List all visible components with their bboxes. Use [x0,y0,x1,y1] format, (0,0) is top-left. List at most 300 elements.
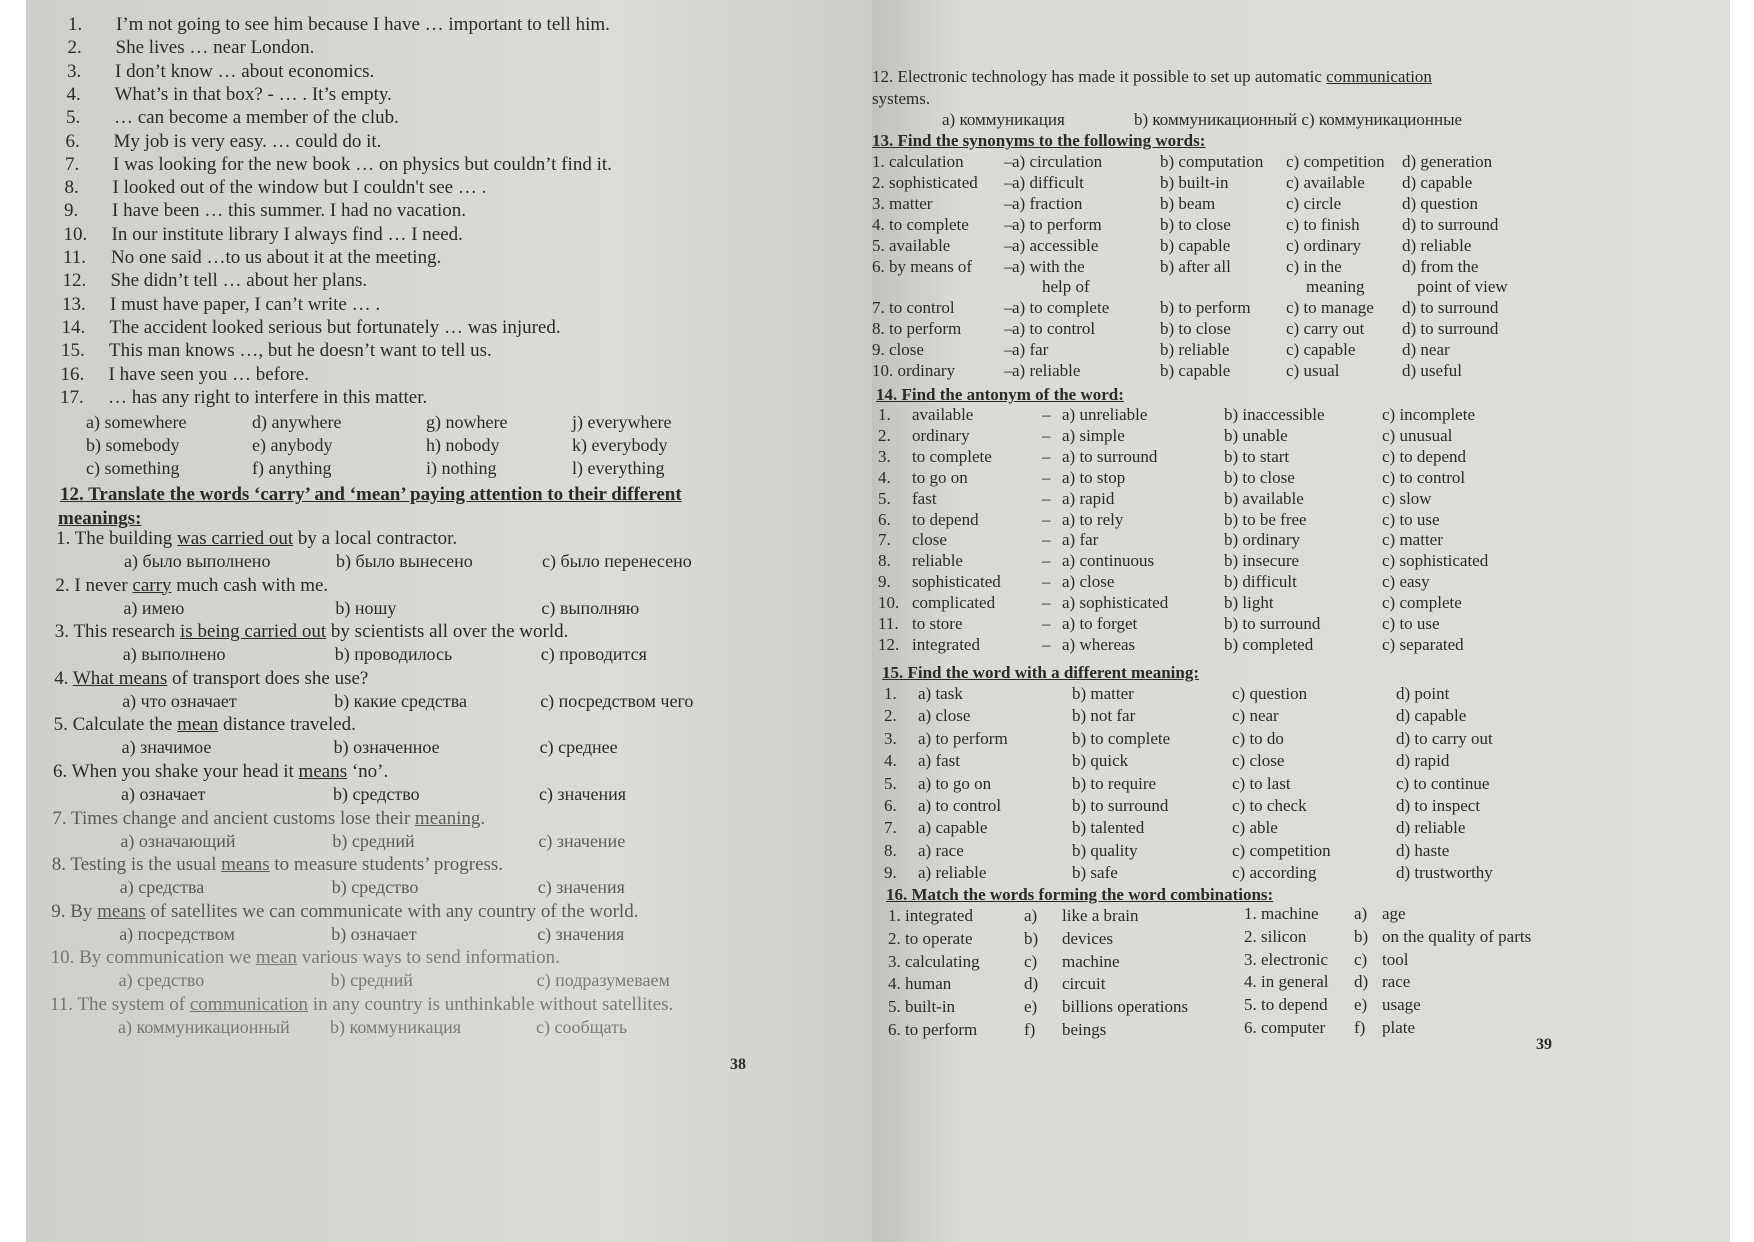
meaning-option-c: c) to last [1232,773,1291,793]
answer-option-b: b) означенное [333,737,440,758]
meaning-option-a: a) fast [918,751,961,771]
dash: – [1042,593,1051,613]
option-item: d) anywhere [252,412,342,432]
antonym-option-c: c) matter [1382,530,1443,550]
meaning-option-d: d) to carry out [1396,728,1493,748]
option-item: c) something [86,458,180,478]
antonym-number: 2. [878,425,891,445]
antonym-option-b: b) difficult [1224,572,1297,592]
synonym-word: 8. to perform [872,319,962,339]
antonym-number: 5. [878,488,891,508]
dash: – [1042,572,1051,592]
synonym-option-d: d) question [1402,193,1479,213]
meaning-option-a: a) close [918,706,971,726]
meaning-option-a: a) race [918,840,964,860]
sentence-text: 5. Calculate the [53,714,178,736]
meaning-option-b: b) talented [1072,818,1145,838]
match-word-left: 5. built-in [888,997,956,1017]
synonym-option-d: d) near [1402,340,1450,360]
meaning-option-c: c) able [1232,818,1278,838]
answer-option-c: c) подразумеваем [536,970,670,991]
sentence-number: 15. [61,340,85,362]
meaning-option-a: a) reliable [918,863,987,883]
sentence-number: 10. [63,223,88,245]
right-page [872,0,1730,1242]
sentence-text: The accident looked serious but fortunately … was injured. [109,316,561,338]
answer-option-a: a) что означает [122,690,237,711]
match-word-right: 1. machine [1244,904,1319,923]
meaning-option-c: c) to do [1232,728,1284,748]
key-word: What means [72,667,168,689]
answer-option-a: a) средство [118,970,205,991]
translate-sentence [53,761,388,783]
synonym-option-a: a) to complete [1012,298,1110,318]
synonym-option-c: c) carry out [1286,319,1365,339]
answer-option-b: b) средство [331,877,419,898]
sentence-text: I looked out of the window but I couldn't see … . [112,177,487,199]
synonym-option-a: a) reliable [1012,361,1081,380]
antonym-option-c: c) slow [1382,488,1432,508]
sentence-text: 8. Testing is the usual [51,854,222,876]
meaning-option-b: b) quick [1072,751,1129,771]
row-number: 4. [884,751,897,771]
synonym-option-c: c) to manage [1286,298,1374,318]
sentence-line [65,177,487,199]
synonym-option-b: b) to close [1160,319,1231,339]
exercise-16-heading: 16. Match the words forming the word combinations: [886,885,1274,904]
synonym-word: 6. by means of [872,256,973,276]
sentence-number: 14. [61,316,86,338]
answer-option-a: a) средства [119,877,205,898]
match-letter-right: f) [1354,1018,1366,1037]
sentence-text: This man knows …, but he doesn’t want to tell us. [109,340,492,362]
sentence-text: 4. [54,667,73,689]
antonym-option-a: a) far [1062,530,1099,550]
sentence-text: In our institute library I always find … I need. [111,223,463,245]
translate-sentence [54,668,368,690]
translate-sentence [52,854,503,876]
sentence-text: She didn’t tell … about her plans. [110,270,368,292]
match-letter-left: f) [1024,1020,1036,1039]
dash: – [1004,319,1013,339]
sentence-line [64,224,463,246]
sentence-text: of transport does she use? [167,667,369,689]
antonym-option-b: b) light [1224,593,1274,613]
match-phrase-left: like a brain [1062,906,1139,925]
antonym-option-a: a) sophisticated [1062,593,1169,613]
match-word-right: 2. silicon [1244,926,1307,946]
synonym-option-b: b) reliable [1160,340,1230,360]
sentence-text: much cash with me. [171,574,329,596]
antonym-option-c: c) to control [1382,467,1466,487]
exercise-12-heading: 12. Translate the words ‘carry’ and ‘mean’ paying attention to their different [60,484,682,505]
sentence-text: I must have paper, I can’t write … . [110,293,381,315]
meaning-option-c: c) according [1232,863,1317,883]
antonym-number: 11. [878,614,899,633]
antonym-option-c: c) complete [1382,593,1462,613]
page-number: 38 [730,1056,746,1073]
meaning-option-d: d) capable [1396,706,1467,726]
answer-option-a: a) означает [121,784,206,804]
answer-option-a: a) посредством [119,923,235,944]
sentence-text: 1. The building [56,528,178,549]
sentence-number: 4. [66,83,81,105]
antonym-option-a: a) to forget [1062,614,1138,633]
option-item: g) nowhere [426,412,508,432]
antonym-word: close [912,530,947,550]
sentence-line [68,37,315,59]
synonym-option-c: c) ordinary [1286,235,1362,255]
exercise-13-heading: 13. Find the synonyms to the following words: [872,131,1206,150]
sentence-line [63,247,441,269]
synonym-option-d: d) capable [1402,172,1473,192]
synonym-option-c: c) competition [1286,152,1385,171]
key-word: is being carried out [180,621,327,643]
answer-option-c: c) значения [537,923,625,944]
meaning-option-d: d) haste [1396,840,1450,860]
match-phrase-right: usage [1382,995,1421,1015]
synonym-word: 9. close [872,340,924,360]
left-page [26,0,872,1242]
answer-option-a: a) выполнено [122,644,226,665]
synonym-option-c: meaning [1306,277,1365,297]
antonym-option-a: a) unreliable [1062,405,1148,424]
dash: – [1004,172,1013,192]
antonym-number: 9. [878,572,891,592]
meaning-option-b: b) to surround [1072,796,1169,815]
antonym-word: ordinary [912,425,970,445]
sentence-line [62,294,380,316]
option-item: h) nobody [426,435,500,455]
antonym-option-a: a) to surround [1062,446,1158,466]
antonym-option-c: c) to use [1382,509,1440,529]
translate-sentence [52,808,485,830]
synonym-option-b: b) built-in [1160,172,1229,192]
synonym-option-d: d) generation [1402,152,1493,171]
match-word-right: 6. computer [1244,1018,1326,1037]
antonym-number: 7. [878,530,891,550]
dash: – [1042,467,1051,487]
synonym-option-a: a) circulation [1012,152,1103,171]
synonym-word: 4. to complete [872,214,969,234]
dash: – [1042,488,1051,508]
synonym-option-a: a) to perform [1012,214,1102,234]
antonym-number: 1. [878,405,891,424]
match-phrase-right: on the quality of parts [1382,926,1532,946]
exercise-12-heading-cont: meanings: [58,508,142,529]
antonym-option-c: c) easy [1382,572,1430,592]
sentence-number: 13. [62,293,86,315]
antonym-option-a: a) simple [1062,425,1125,445]
sentence-text: What’s in that box? - … . It’s empty. [114,83,392,105]
antonym-option-a: a) whereas [1062,634,1136,654]
option-item: l) everything [572,458,665,478]
sentence-line [65,154,612,176]
answer-option-b: b) какие средства [334,690,468,711]
antonym-option-b: b) completed [1224,634,1314,654]
row-number: 1. [884,684,897,703]
option-item: b) somebody [86,435,180,455]
translate-sentence [56,528,457,550]
answer-option-b: b) было вынесено [336,551,473,571]
synonym-word: 5. available [872,235,951,255]
match-letter-right: e) [1354,995,1368,1015]
key-word: carry [132,574,172,596]
sentence-line [60,387,427,409]
option-item: e) anybody [252,435,333,455]
item-12-sentence [872,66,1432,88]
sentence-text: to measure students’ progress. [269,854,504,876]
sentence-line [61,364,309,386]
match-letter-left: c) [1024,951,1038,971]
sentence-number: 3. [67,60,82,82]
sentence-number: 1. [68,14,83,35]
antonym-word: to go on [912,467,968,487]
match-phrase-right: age [1382,904,1406,923]
dash: – [1042,509,1051,529]
answer-option-c: c) выполняю [541,597,640,618]
synonym-option-d: point of view [1417,277,1508,297]
antonym-option-c: c) to use [1382,614,1440,633]
option-item: f) anything [252,458,332,478]
dash: – [1004,256,1013,276]
synonym-option-b: b) capable [1160,361,1231,380]
match-letter-left: b) [1024,928,1039,948]
sentence-text: 10. By communication we [50,947,256,969]
synonym-option-c: c) circle [1286,193,1342,213]
sentence-text: I’m not going to see him because I have … important to tell him. [116,14,610,35]
meaning-option-a: a) to control [918,796,1002,815]
synonym-option-a: a) difficult [1012,172,1084,192]
sentence-text: of satellites we can communicate with any country of the world. [145,900,639,922]
antonym-option-a: a) close [1062,572,1115,592]
answer-option-a: a) коммуникационный [118,1017,290,1037]
sentence-text: She lives … near London. [115,37,315,59]
antonym-option-c: c) unusual [1382,425,1453,445]
synonym-option-d: d) to surround [1402,319,1499,339]
sentence-number: 9. [64,200,79,222]
dash: – [1042,551,1051,571]
match-letter-left: e) [1024,997,1038,1017]
synonym-option-c: c) available [1286,172,1365,192]
synonym-word: 3. matter [872,193,933,213]
synonym-option-a: a) fraction [1012,193,1083,213]
meaning-option-b: b) not far [1072,706,1136,726]
row-number: 6. [884,796,897,815]
row-number: 3. [884,728,897,748]
sentence-line [61,340,492,362]
synonym-option-b: b) beam [1160,193,1216,213]
synonym-option-a: a) accessible [1012,235,1099,255]
sentence-line [63,270,368,292]
option-item: j) everywhere [572,412,672,432]
dash: – [1042,405,1051,424]
answer-option-a: a) означающий [120,830,236,851]
answer-option-c: c) среднее [539,737,618,758]
row-number: 7. [884,818,897,838]
dash: – [1004,214,1013,234]
synonym-option-c: c) to finish [1286,214,1360,234]
match-word-left: 1. integrated [888,906,973,925]
answer-option-a: a) было выполнено [124,551,271,571]
match-word-left: 4. human [888,974,952,994]
match-letter-right: d) [1354,972,1369,992]
synonym-option-c: c) in the [1286,256,1342,276]
answer-option-c: c) сообщать [536,1017,628,1037]
translate-sentence [54,714,356,736]
meaning-option-d: d) point [1396,684,1450,703]
match-word-left: 6. to perform [888,1020,978,1039]
antonym-option-b: b) unable [1224,425,1288,445]
antonym-option-c: c) sophisticated [1382,551,1489,571]
antonym-option-c: c) incomplete [1382,405,1475,424]
book-spread [26,0,1730,1242]
sentence-text: 3. This research [54,621,181,643]
synonym-option-b: b) after all [1160,256,1231,276]
antonym-number: 3. [878,446,891,466]
meaning-option-d: c) to continue [1396,773,1490,793]
row-number: 9. [884,863,897,883]
sentence-number: 11. [63,247,87,268]
meaning-option-a: a) to go on [918,773,992,793]
antonym-number: 6. [878,509,891,529]
option-item: a) somewhere [86,412,187,432]
synonym-word: 7. to control [872,298,955,318]
antonym-word: reliable [912,551,963,571]
antonym-option-b: b) to start [1224,446,1290,466]
antonym-word: complicated [912,593,996,613]
sentence-text: … has any right to interfere in this matter. [108,386,428,408]
sentence-text: 2. I never [55,574,133,596]
dash: – [1042,634,1051,654]
sentence-number: 7. [65,153,80,175]
answer-option-b: b) средний [332,830,415,851]
match-letter-right: b) [1354,926,1369,946]
meaning-option-c: c) competition [1232,840,1331,860]
antonym-option-b: b) to close [1224,467,1295,487]
synonym-option-d: d) from the [1402,256,1479,276]
sentence-number: 6. [65,130,80,152]
dash: – [1004,340,1013,360]
antonym-word: sophisticated [912,572,1001,592]
match-word-left: 3. calculating [888,951,980,971]
match-phrase-left: billions operations [1062,997,1189,1017]
answer-option-c: c) проводится [540,644,647,665]
synonym-word: 10. ordinary [872,361,956,380]
synonym-option-b: b) to perform [1160,298,1251,318]
answer-option-c: c) посредством чего [540,690,694,711]
answer-option-b: b) средний [330,970,413,991]
antonym-word: to depend [912,509,979,529]
synonym-option-c: c) usual [1286,361,1340,380]
dash: – [1042,425,1051,445]
sentence-line [62,317,561,339]
sentence-number: 12. [62,270,87,292]
page-number: 39 [1536,1036,1552,1053]
meaning-option-a: a) capable [918,818,988,838]
sentence-line [67,61,374,83]
translate-sentence [55,621,569,643]
match-letter-right: a) [1354,904,1368,923]
synonym-option-d: d) to surround [1402,214,1499,234]
meaning-option-b: b) to require [1072,773,1157,793]
synonym-option-a: help of [1042,277,1090,297]
item-12-sentence-cont: systems. [872,89,931,108]
synonym-option-a: a) far [1012,340,1049,360]
sentence-line [66,131,382,153]
option-item: i) nothing [426,458,497,478]
answer-option-b: b) средство [333,784,420,804]
synonym-option-b: b) capable [1160,235,1231,255]
antonym-option-b: b) to surround [1224,614,1321,633]
answer-option-bc: b) коммуникационный c) коммуникационные [1134,110,1463,129]
match-phrase-left: machine [1062,951,1120,971]
synonym-option-d: d) useful [1402,361,1462,380]
synonym-option-b: b) to close [1160,214,1231,234]
dash: – [1004,152,1013,171]
answer-option-c: c) значения [537,877,625,898]
antonym-number: 4. [878,467,891,487]
exercise-14-heading: 14. Find the antonym of the word: [876,385,1124,404]
meaning-option-c: c) to check [1232,796,1307,815]
key-word: means [97,900,146,922]
exercise-15-heading: 15. Find the word with a different meaning: [882,663,1200,682]
antonym-number: 8. [878,551,891,571]
antonym-option-a: a) to rely [1062,509,1124,529]
match-phrase-right: tool [1382,949,1409,969]
meaning-option-d: d) reliable [1396,818,1466,838]
translate-sentence [55,575,328,597]
sentence-number: 5. [66,107,81,129]
antonym-word: to complete [912,446,992,466]
antonym-number: 10. [878,593,900,613]
key-word: mean [255,947,298,969]
meaning-option-d: d) rapid [1396,751,1450,771]
sentence-text: 12. Electronic technology has made it possible to set up automatic [872,67,1327,86]
match-phrase-left: devices [1062,928,1113,948]
antonym-option-a: a) continuous [1062,551,1155,571]
sentence-number: 8. [64,177,79,199]
sentence-text: My job is very easy. … could do it. [113,130,382,152]
meaning-option-a: a) to perform [918,728,1008,748]
match-phrase-right: race [1382,972,1411,992]
dash: – [1004,361,1013,380]
antonym-word: fast [912,488,937,508]
sentence-line [64,200,466,222]
synonym-option-a: a) with the [1012,256,1085,276]
sentence-number: 17. [60,386,84,408]
sentence-text: by a local contractor. [293,528,458,549]
answer-option-a: a) имею [123,597,185,618]
antonym-option-b: b) available [1224,488,1304,508]
row-number: 2. [884,706,897,726]
meaning-option-b: b) quality [1072,840,1138,860]
key-word: means [298,761,348,782]
answer-option-b: b) проводилось [334,644,453,665]
meaning-option-c: c) close [1232,751,1285,771]
key-word: means [221,854,270,876]
synonym-option-c: c) capable [1286,340,1356,360]
dash: – [1042,614,1051,633]
synonym-option-d: d) reliable [1402,235,1472,255]
antonym-word: to store [912,614,963,633]
sentence-text: by scientists all over the world. [326,621,569,643]
row-number: 5. [884,773,897,793]
meaning-option-b: b) matter [1072,684,1134,703]
sentence-text: 11. The system of [50,994,190,1015]
antonym-option-a: a) rapid [1062,488,1115,508]
synonym-word: 2. sophisticated [872,172,978,192]
